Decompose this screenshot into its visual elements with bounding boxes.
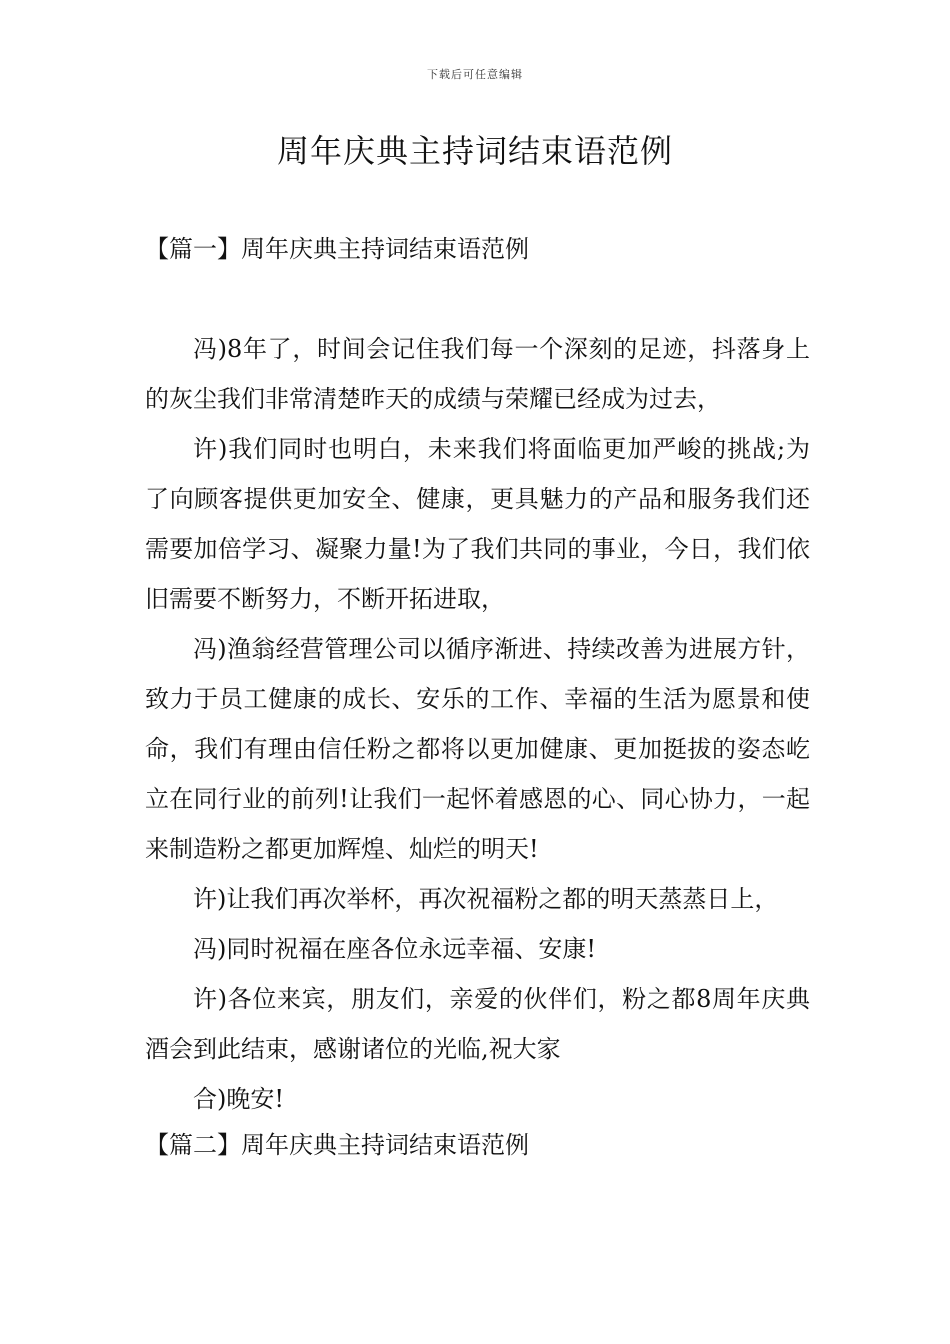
header-note: 下载后可任意编辑 xyxy=(427,68,523,81)
paragraph-7: 合)晚安! xyxy=(193,1085,285,1113)
paragraph-2: 许)我们同时也明白，未来我们将面临更加严峻的挑战;为了向顾客提供更加安全、健康，更具魅力的产品和服务我们还需要加倍学习、凝聚力量!为了我们共同的事业，今日，我们依旧需要不断努力，不断开拓进取， xyxy=(145,435,810,613)
paragraph-4: 许)让我们再次举杯，再次祝福粉之都的明天蒸蒸日上， xyxy=(193,885,779,913)
paragraph-1: 冯)8年了，时间会记住我们每一个深刻的足迹，抖落身上的灰尘我们非常清楚昨天的成绩与荣耀已经成为过去， xyxy=(145,335,810,413)
section-heading-2: 【篇二】周年庆典主持词结束语范例 xyxy=(145,1131,529,1159)
paragraph-6: 许)各位来宾，朋友们，亲爱的伙伴们，粉之都8周年庆典酒会到此结束，感谢诸位的光临,祝大家 xyxy=(145,985,810,1063)
paragraph-3: 冯)渔翁经营管理公司以循序渐进、持续改善为进展方针，致力于员工健康的成长、安乐的工作、幸福的生活为愿景和使命，我们有理由信任粉之都将以更加健康、更加挺拔的姿态屹立在同行业的前列!让我们一起怀着感恩的心、同心协力，一起来制造粉之都更加辉煌、灿烂的明天! xyxy=(145,635,810,863)
paragraph-5: 冯)同时祝福在座各位永远幸福、安康! xyxy=(193,935,597,963)
document-title: 周年庆典主持词结束语范例 xyxy=(276,132,673,170)
document-body xyxy=(145,228,810,1166)
section-heading-1: 【篇一】周年庆典主持词结束语范例 xyxy=(145,235,529,263)
